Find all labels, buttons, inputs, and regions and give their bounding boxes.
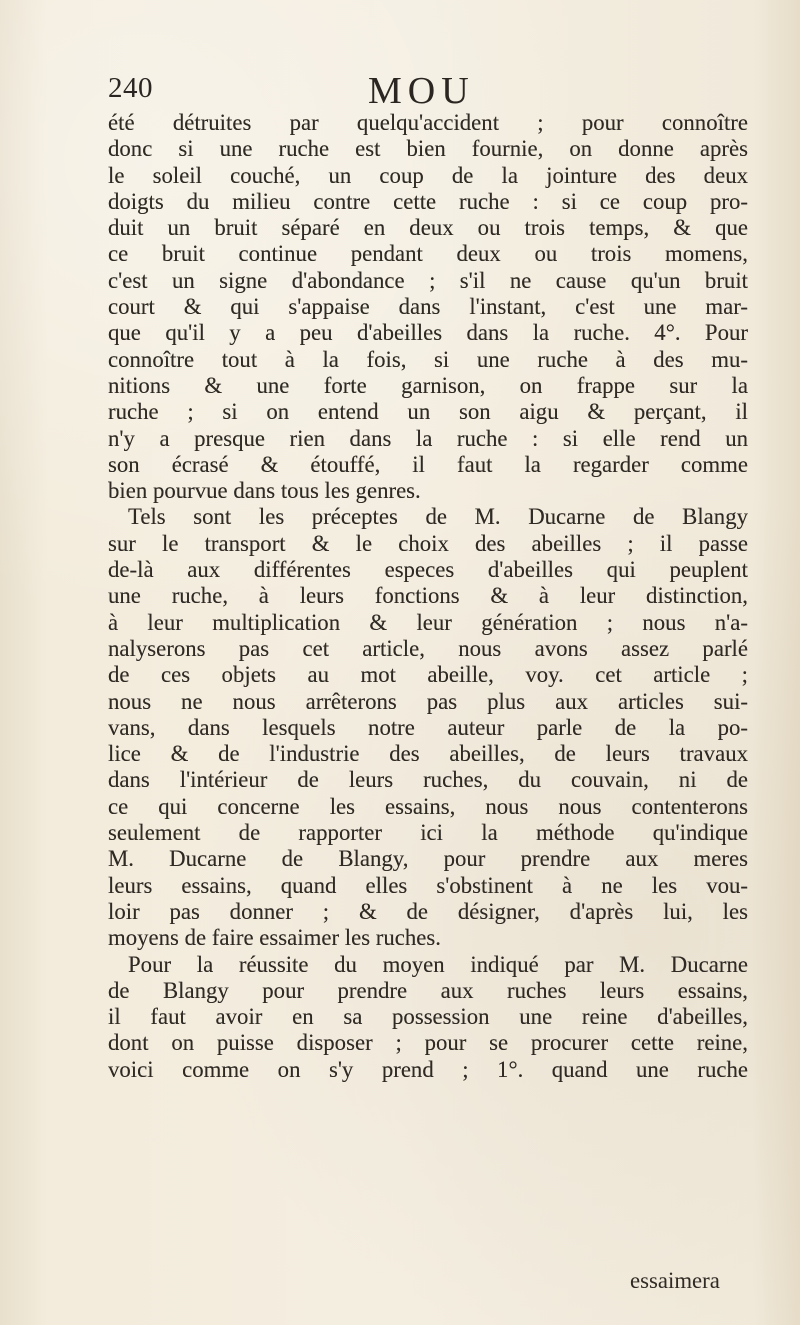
text-line: été détruites par quelqu'accident ; pour connoître [108,110,748,135]
text-line: leurs essains, quand elles s'obstinent à ne les vou- [108,872,748,898]
text-line: dans l'intérieur de leurs ruches, du couvain, ni de [108,767,748,793]
text-line: sur le transport & le choix des abeilles ; il passe [108,530,748,556]
paragraph-start: Tels sont les préceptes de M. Ducarne de Blangy [128,504,748,530]
text-line: nitions & une forte garnison, on frappe sur la [108,372,748,398]
text-line: à leur multiplication & leur génération ; nous n'a- [108,609,748,635]
text-line: voici comme on s'y prend ; 1°. quand une ruche [108,1056,748,1082]
paragraph-start: Pour la réussite du moyen indiqué par M. Ducarne [128,951,748,977]
text-line: de ces objets au mot abeille, voy. cet article ; [108,662,748,688]
text-line: dont on puisse disposer ; pour se procurer cette reine, [108,1030,748,1056]
text-line: ce bruit continue pendant deux ou trois momens, [108,241,748,267]
text-line: une ruche, à leurs fonctions & à leur distinction, [108,583,748,609]
text-line: donc si une ruche est bien fournie, on donne après [108,136,748,162]
text-line: duit un bruit séparé en deux ou trois temps, & que [108,215,748,241]
text-line: court & qui s'appaise dans l'instant, c'est une mar- [108,294,748,320]
page-header [108,72,728,112]
catchword: essaimera [630,1268,720,1293]
text-line: M. Ducarne de Blangy, pour prendre aux meres [108,846,748,872]
text-line: moyens de faire essaimer les ruches. [108,925,441,951]
text-line: son écrasé & étouffé, il faut la regarder comme [108,451,748,477]
text-line: lice & de l'industrie des abeilles, de leurs travaux [108,741,748,767]
text-line: vans, dans lesquels notre auteur parle de la po- [108,714,748,740]
running-head: MOU [368,70,475,112]
text-line: n'y a presque rien dans la ruche : si elle rend un [108,425,748,451]
body-text [108,110,748,1083]
text-line: loir pas donner ; & de désigner, d'après lui, les [108,898,748,924]
text-line: nalyserons pas cet article, nous avons assez parlé [108,635,748,661]
text-line: ruche ; si on entend un son aigu & perçant, il [108,399,748,425]
text-line: nous ne nous arrêterons pas plus aux articles sui- [108,688,748,714]
text-line: ce qui concerne les essains, nous nous contenterons [108,793,748,819]
text-line: que qu'il y a peu d'abeilles dans la ruche. 4°. Pour [108,320,748,346]
text-line: connoître tout à la fois, si une ruche à des mu- [108,346,748,372]
text-line: doigts du milieu contre cette ruche : si ce coup pro- [108,188,748,214]
text-line: il faut avoir en sa possession une reine d'abeilles, [108,1004,748,1030]
text-line: le soleil couché, un coup de la jointure des deux [108,162,748,188]
text-line: de-là aux différentes especes d'abeilles qui peuplent [108,557,748,583]
text-line: bien pourvue dans tous les genres. [108,478,421,504]
page-number: 240 [108,72,153,104]
text-line: de Blangy pour prendre aux ruches leurs essains, [108,977,748,1003]
text-line: seulement de rapporter ici la méthode qu'indique [108,820,748,846]
text-line: c'est un signe d'abondance ; s'il ne cause qu'un bruit [108,267,748,293]
